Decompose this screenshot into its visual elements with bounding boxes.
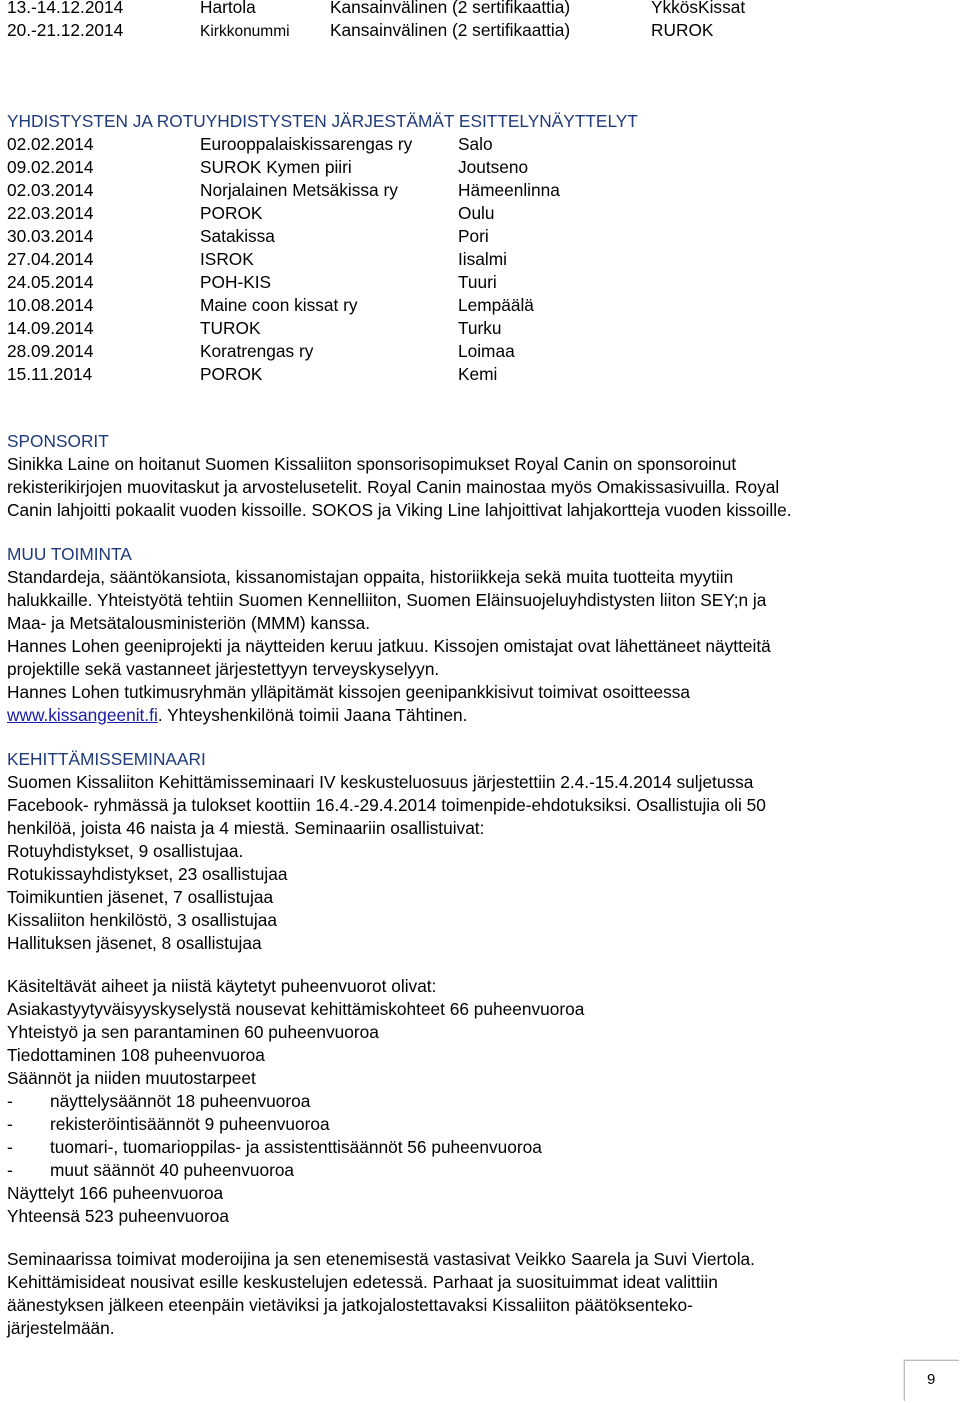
showcase-date: 28.09.2014: [7, 341, 94, 361]
showcase-org: Maine coon kissat ry: [200, 295, 358, 315]
topic-item: Tiedottaminen 108 puheenvuoroa: [7, 1045, 265, 1065]
page-number: 9: [927, 1371, 936, 1388]
closing-text: Kehittämisideat nousivat esille keskustelujen edetessä. Parhaat ja suosituimmat ideat valittiin: [7, 1272, 718, 1292]
muu-text: Maa- ja Metsätalousministeriön (MMM) kanssa.: [7, 613, 371, 633]
showcase-place: Tuuri: [458, 272, 497, 292]
rule-topic-text: tuomari-, tuomarioppilas- ja assistenttisäännöt 56 puheenvuoroa: [50, 1137, 542, 1157]
rule-topic: [7, 1113, 330, 1136]
seminaari-text: Suomen Kissaliiton Kehittämisseminaari IV keskusteluosuus järjestettiin 2.4.-15.4.2014 suljetussa: [7, 772, 754, 792]
showcase-org: Norjalainen Metsäkissa ry: [200, 180, 398, 200]
sponsorit-text: Canin lahjoitti pokaalit vuoden kissoille. SOKOS ja Viking Line lahjoittivat lahjakortteja vuoden kissoille.: [7, 500, 792, 520]
muu-heading: MUU TOIMINTA: [7, 544, 132, 564]
showcase-place: Salo: [458, 134, 493, 154]
closing-text: äänestyksen jälkeen eteenpäin vietäviksi ja jatkojalostettavaksi Kissaliiton päätöksenteko-: [7, 1295, 693, 1315]
showcase-date: 02.03.2014: [7, 180, 94, 200]
rule-topic: [7, 1159, 294, 1182]
topic-item: Näyttelyt 166 puheenvuoroa: [7, 1183, 224, 1203]
seminaari-heading: KEHITTÄMISSEMINAARI: [7, 749, 206, 769]
sponsorit-text: rekisterikirjojen muovitaskut ja arvostelusetelit. Royal Canin mainostaa myös Omakissasivuilla. Royal: [7, 477, 780, 497]
closing-text: järjestelmään.: [7, 1318, 115, 1338]
showcase-date: 24.05.2014: [7, 272, 94, 292]
showcase-place: Iisalmi: [458, 249, 507, 269]
showcase-heading: YHDISTYSTEN JA ROTUYHDISTYSTEN JÄRJESTÄMÄT ESITTELYNÄYTTELYT: [7, 111, 638, 131]
event-date: 13.-14.12.2014: [7, 0, 124, 17]
event-date: 20.-21.12.2014: [7, 20, 124, 40]
event-type: Kansainvälinen (2 sertifikaattia): [330, 0, 571, 17]
topic-total: Yhteensä 523 puheenvuoroa: [7, 1206, 229, 1226]
showcase-place: Lempäälä: [458, 295, 534, 315]
event-place: Kirkkonummi: [200, 23, 290, 40]
showcase-org: Satakissa: [200, 226, 275, 246]
showcase-date: 15.11.2014: [7, 364, 93, 384]
seminaari-text: henkilöä, joista 46 naista ja 4 miestä. Seminaariin osallistuivat:: [7, 818, 485, 838]
rule-topic: [7, 1090, 310, 1113]
showcase-org: SUROK Kymen piiri: [200, 157, 352, 177]
muu-text: Hannes Lohen geeniprojekti ja näytteiden keruu jatkuu. Kissojen omistajat ovat lähettäneet näytteitä: [7, 636, 771, 656]
dash-marker: -: [7, 1137, 13, 1157]
showcase-place: Hämeenlinna: [458, 180, 560, 200]
event-type: Kansainvälinen (2 sertifikaattia): [330, 20, 571, 40]
showcase-org: POROK: [200, 203, 263, 223]
dash-marker: -: [7, 1091, 13, 1111]
showcase-date: 10.08.2014: [7, 295, 94, 315]
topic-item: Asiakastyytyväisyyskyselystä nousevat kehittämiskohteet 66 puheenvuoroa: [7, 999, 585, 1019]
muu-link-line: [7, 704, 467, 727]
dash-marker: -: [7, 1160, 13, 1180]
participant-group: Rotuyhdistykset, 9 osallistujaa.: [7, 841, 244, 861]
showcase-place: Joutseno: [458, 157, 529, 177]
participant-group: Toimikuntien jäsenet, 7 osallistujaa: [7, 887, 274, 907]
participant-group: Hallituksen jäsenet, 8 osallistujaa: [7, 933, 262, 953]
showcase-date: 14.09.2014: [7, 318, 94, 338]
muu-text: Hannes Lohen tutkimusryhmän ylläpitämät kissojen geenipankkisivut toimivat osoitteessa: [7, 682, 690, 702]
event-place: Hartola: [200, 0, 256, 17]
rule-topic-text: näyttelysäännöt 18 puheenvuoroa: [50, 1091, 311, 1111]
showcase-place: Loimaa: [458, 341, 515, 361]
sponsorit-heading: SPONSORIT: [7, 431, 109, 451]
geenipankki-link[interactable]: www.kissangeenit.fi: [7, 705, 158, 725]
event-org: RUROK: [651, 20, 714, 40]
rule-topic-text: rekisteröintisäännöt 9 puheenvuoroa: [50, 1114, 330, 1134]
contact-text: . Yhteyshenkilönä toimii Jaana Tähtinen.: [157, 705, 468, 725]
closing-text: Seminaarissa toimivat moderoijina ja sen etenemisestä vastasivat Veikko Saarela ja Suvi Viertola.: [7, 1249, 755, 1269]
topics-intro: Käsiteltävät aiheet ja niistä käytetyt puheenvuorot olivat:: [7, 976, 437, 996]
muu-text: Standardeja, sääntökansiota, kissanomistajan oppaita, historiikkeja sekä muita tuotteita myytiin: [7, 567, 734, 587]
topic-item: Säännöt ja niiden muutostarpeet: [7, 1068, 256, 1088]
participant-group: Kissaliiton henkilöstö, 3 osallistujaa: [7, 910, 277, 930]
showcase-place: Kemi: [458, 364, 498, 384]
muu-text: halukkaille. Yhteistyötä tehtiin Suomen Kennelliiton, Suomen Eläinsuojeluyhdistysten liiton SEY;n ja: [7, 590, 767, 610]
showcase-date: 27.04.2014: [7, 249, 94, 269]
sponsorit-text: Sinikka Laine on hoitanut Suomen Kissaliiton sponsorisopimukset Royal Canin on sponsoroinut: [7, 454, 737, 474]
showcase-place: Turku: [458, 318, 502, 338]
rule-topic: [7, 1136, 542, 1159]
rule-topic-text: muut säännöt 40 puheenvuoroa: [50, 1160, 295, 1180]
showcase-org: POROK: [200, 364, 263, 384]
showcase-org: Eurooppalaiskissarengas ry: [200, 134, 413, 154]
event-org: YkkösKissat: [651, 0, 746, 17]
showcase-org: TUROK: [200, 318, 261, 338]
showcase-date: 22.03.2014: [7, 203, 94, 223]
muu-text: projektille sekä vastanneet järjestettyyn terveyskyselyyn.: [7, 659, 440, 679]
page-number-box: [904, 1360, 959, 1401]
topic-item: Yhteistyö ja sen parantaminen 60 puheenvuoroa: [7, 1022, 379, 1042]
showcase-org: Koratrengas ry: [200, 341, 314, 361]
showcase-date: 09.02.2014: [7, 157, 94, 177]
showcase-org: ISROK: [200, 249, 254, 269]
showcase-date: 30.03.2014: [7, 226, 94, 246]
showcase-place: Pori: [458, 226, 489, 246]
seminaari-text: Facebook- ryhmässä ja tulokset koottiin 16.4.-29.4.2014 toimenpide-ehdotuksiksi. Osallistujia oli 50: [7, 795, 766, 815]
showcase-place: Oulu: [458, 203, 495, 223]
showcase-date: 02.02.2014: [7, 134, 94, 154]
showcase-org: POH-KIS: [200, 272, 272, 292]
dash-marker: -: [7, 1114, 13, 1134]
participant-group: Rotukissayhdistykset, 23 osallistujaa: [7, 864, 288, 884]
